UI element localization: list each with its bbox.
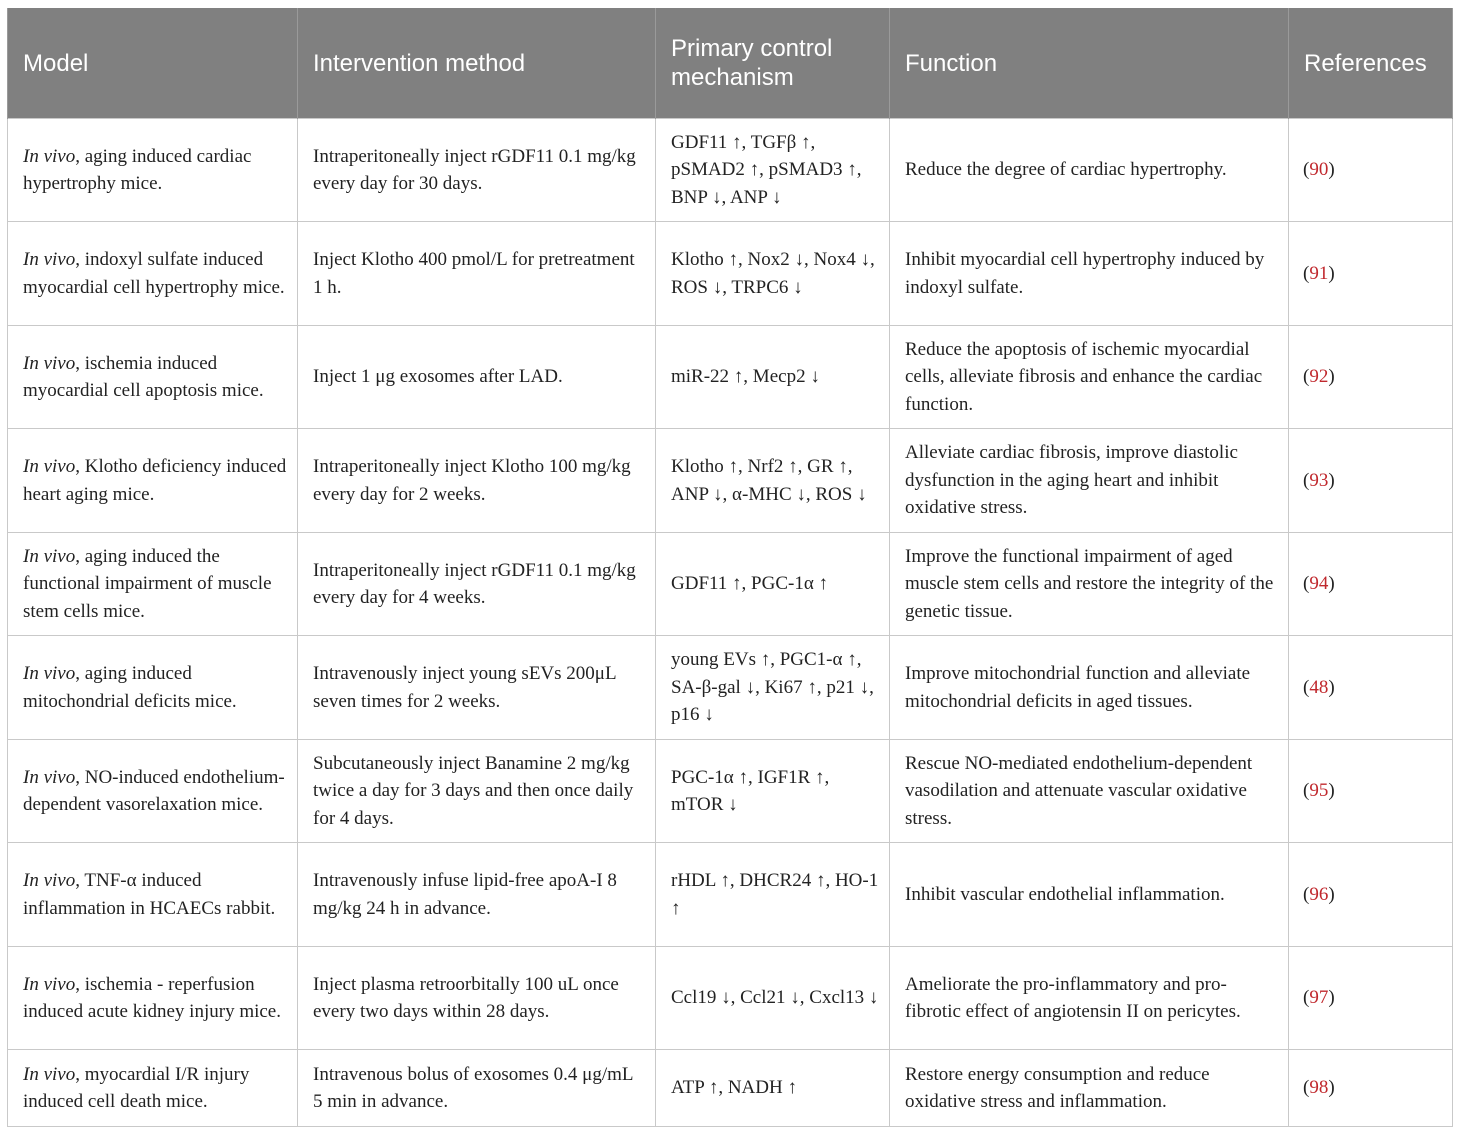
ref-open-paren: ( [1303, 262, 1310, 284]
model-in-vivo-label: In vivo [23, 766, 76, 788]
ref-close-paren: ) [1328, 780, 1335, 802]
reference-link[interactable]: 48 [1309, 676, 1329, 698]
ref-close-paren: ) [1328, 469, 1335, 491]
cell-primary-control-mechanism: Klotho ↑, Nrf2 ↑, GR ↑, ANP ↓, α-MHC ↓, ROS ↓ [656, 429, 890, 533]
reference-link[interactable]: 94 [1309, 573, 1329, 595]
table-header [8, 8, 1453, 119]
model-description: , NO-induced endothelium-dependent vasorelaxation mice. [23, 766, 285, 815]
header-function: Function [890, 8, 1289, 119]
table-row [8, 429, 1453, 533]
cell-model [8, 119, 298, 222]
cell-function: Reduce the apoptosis of ischemic myocardial cells, alleviate fibrosis and enhance the cardiac function. [890, 326, 1289, 429]
model-description: , aging induced the functional impairment of muscle stem cells mice. [23, 545, 272, 622]
ref-close-paren: ) [1328, 676, 1335, 698]
cell-function: Reduce the degree of cardiac hypertrophy. [890, 119, 1289, 222]
model-in-vivo-label: In vivo [23, 352, 76, 374]
model-description: , ischemia - reperfusion induced acute kidney injury mice. [23, 973, 281, 1022]
reference-link[interactable]: 90 [1309, 159, 1329, 181]
cell-references [1289, 1050, 1453, 1127]
cell-intervention-method: Inject plasma retroorbitally 100 uL once every two days within 28 days. [298, 947, 656, 1050]
ref-open-paren: ( [1303, 883, 1310, 905]
reference-link[interactable]: 93 [1309, 469, 1329, 491]
cell-model [8, 1050, 298, 1127]
cell-primary-control-mechanism: young EVs ↑, PGC1-α ↑, SA-β-gal ↓, Ki67 ↑, p21 ↓, p16 ↓ [656, 636, 890, 740]
cell-function: Restore energy consumption and reduce oxidative stress and inflammation. [890, 1050, 1289, 1127]
ref-close-paren: ) [1328, 366, 1335, 388]
cell-primary-control-mechanism: miR-22 ↑, Mecp2 ↓ [656, 326, 890, 429]
cell-function: Improve mitochondrial function and alleviate mitochondrial deficits in aged tissues. [890, 636, 1289, 740]
header-references: References [1289, 8, 1453, 119]
cell-references [1289, 222, 1453, 326]
ref-close-paren: ) [1328, 159, 1335, 181]
ref-open-paren: ( [1303, 469, 1310, 491]
cell-references [1289, 326, 1453, 429]
model-in-vivo-label: In vivo [23, 145, 76, 167]
cell-model [8, 429, 298, 533]
table-row [8, 1050, 1453, 1127]
cell-function: Inhibit myocardial cell hypertrophy induced by indoxyl sulfate. [890, 222, 1289, 326]
cell-function: Ameliorate the pro-inflammatory and pro-fibrotic effect of angiotensin II on pericytes. [890, 947, 1289, 1050]
ref-open-paren: ( [1303, 366, 1310, 388]
ref-close-paren: ) [1328, 1077, 1335, 1099]
model-in-vivo-label: In vivo [23, 973, 76, 995]
table-row [8, 326, 1453, 429]
cell-references [1289, 429, 1453, 533]
ref-close-paren: ) [1328, 883, 1335, 905]
model-in-vivo-label: In vivo [23, 249, 76, 270]
header-primary-control-mechanism: Primary control mechanism [656, 8, 890, 119]
table-row [8, 119, 1453, 222]
cell-intervention-method: Subcutaneously inject Banamine 2 mg/kg twice a day for 3 days and then once daily for 4 days. [298, 740, 656, 843]
ref-open-paren: ( [1303, 159, 1310, 181]
reference-link[interactable]: 96 [1309, 883, 1329, 905]
data-table [7, 8, 1453, 1127]
table-row [8, 533, 1453, 636]
table-body [8, 119, 1453, 1127]
cell-intervention-method: Intravenously inject young sEVs 200μL seven times for 2 weeks. [298, 636, 656, 740]
cell-intervention-method: Inject Klotho 400 pmol/L for pretreatment 1 h. [298, 222, 656, 326]
ref-open-paren: ( [1303, 573, 1310, 595]
cell-model [8, 843, 298, 947]
cell-model [8, 636, 298, 740]
table-row [8, 636, 1453, 740]
reference-link[interactable]: 92 [1309, 366, 1329, 388]
cell-references [1289, 636, 1453, 740]
cell-references [1289, 740, 1453, 843]
ref-open-paren: ( [1303, 1077, 1310, 1099]
model-in-vivo-label: In vivo [23, 1063, 76, 1085]
table-row [8, 222, 1453, 326]
ref-close-paren: ) [1328, 573, 1335, 595]
cell-primary-control-mechanism: GDF11 ↑, PGC-1α ↑ [656, 533, 890, 636]
model-in-vivo-label: In vivo [23, 663, 76, 684]
model-description: , ischemia induced myocardial cell apoptosis mice. [23, 352, 264, 401]
cell-function: Inhibit vascular endothelial inflammation. [890, 843, 1289, 947]
table-row [8, 947, 1453, 1050]
ref-open-paren: ( [1303, 987, 1310, 1009]
model-description: , indoxyl sulfate induced myocardial cell hypertrophy mice. [23, 249, 285, 298]
cell-function: Rescue NO-mediated endothelium-dependent vasodilation and attenuate vascular oxidative stress. [890, 740, 1289, 843]
reference-link[interactable]: 91 [1309, 262, 1329, 284]
cell-function: Alleviate cardiac fibrosis, improve diastolic dysfunction in the aging heart and inhibit oxidative stress. [890, 429, 1289, 533]
cell-model [8, 947, 298, 1050]
cell-model [8, 533, 298, 636]
cell-primary-control-mechanism: Klotho ↑, Nox2 ↓, Nox4 ↓, ROS ↓, TRPC6 ↓ [656, 222, 890, 326]
header-intervention-method: Intervention method [298, 8, 656, 119]
cell-references [1289, 843, 1453, 947]
cell-intervention-method: Intravenously infuse lipid-free apoA-I 8 mg/kg 24 h in advance. [298, 843, 656, 947]
cell-references [1289, 533, 1453, 636]
cell-primary-control-mechanism: GDF11 ↑, TGFβ ↑, pSMAD2 ↑, pSMAD3 ↑, BNP ↓, ANP ↓ [656, 119, 890, 222]
header-row [8, 8, 1453, 119]
ref-open-paren: ( [1303, 780, 1310, 802]
cell-model [8, 326, 298, 429]
cell-intervention-method: Inject 1 μg exosomes after LAD. [298, 326, 656, 429]
cell-intervention-method: Intraperitoneally inject rGDF11 0.1 mg/kg every day for 4 weeks. [298, 533, 656, 636]
cell-references [1289, 947, 1453, 1050]
cell-model [8, 222, 298, 326]
table-row [8, 740, 1453, 843]
cell-intervention-method: Intraperitoneally inject rGDF11 0.1 mg/kg every day for 30 days. [298, 119, 656, 222]
model-in-vivo-label: In vivo [23, 545, 76, 567]
model-in-vivo-label: In vivo [23, 870, 76, 891]
reference-link[interactable]: 95 [1309, 780, 1329, 802]
cell-primary-control-mechanism: PGC-1α ↑, IGF1R ↑, mTOR ↓ [656, 740, 890, 843]
cell-references [1289, 119, 1453, 222]
ref-close-paren: ) [1328, 262, 1335, 284]
ref-open-paren: ( [1303, 676, 1310, 698]
model-description: , aging induced mitochondrial deficits mice. [23, 663, 237, 712]
reference-link[interactable]: 98 [1309, 1077, 1329, 1099]
cell-intervention-method: Intraperitoneally inject Klotho 100 mg/kg every day for 2 weeks. [298, 429, 656, 533]
model-description: , Klotho deficiency induced heart aging mice. [23, 456, 287, 505]
cell-primary-control-mechanism: rHDL ↑, DHCR24 ↑, HO-1 ↑ [656, 843, 890, 947]
model-description: , aging induced cardiac hypertrophy mice. [23, 145, 252, 194]
reference-link[interactable]: 97 [1309, 987, 1329, 1009]
cell-model [8, 740, 298, 843]
model-description: , myocardial I/R injury induced cell death mice. [23, 1063, 250, 1112]
cell-primary-control-mechanism: ATP ↑, NADH ↑ [656, 1050, 890, 1127]
model-description: , TNF-α induced inflammation in HCAECs rabbit. [23, 870, 276, 919]
cell-primary-control-mechanism: Ccl19 ↓, Ccl21 ↓, Cxcl13 ↓ [656, 947, 890, 1050]
model-in-vivo-label: In vivo [23, 456, 76, 477]
header-model: Model [8, 8, 298, 119]
cell-intervention-method: Intravenous bolus of exosomes 0.4 μg/mL 5 min in advance. [298, 1050, 656, 1127]
table-row [8, 843, 1453, 947]
ref-close-paren: ) [1328, 987, 1335, 1009]
cell-function: Improve the functional impairment of aged muscle stem cells and restore the integrity of the genetic tissue. [890, 533, 1289, 636]
